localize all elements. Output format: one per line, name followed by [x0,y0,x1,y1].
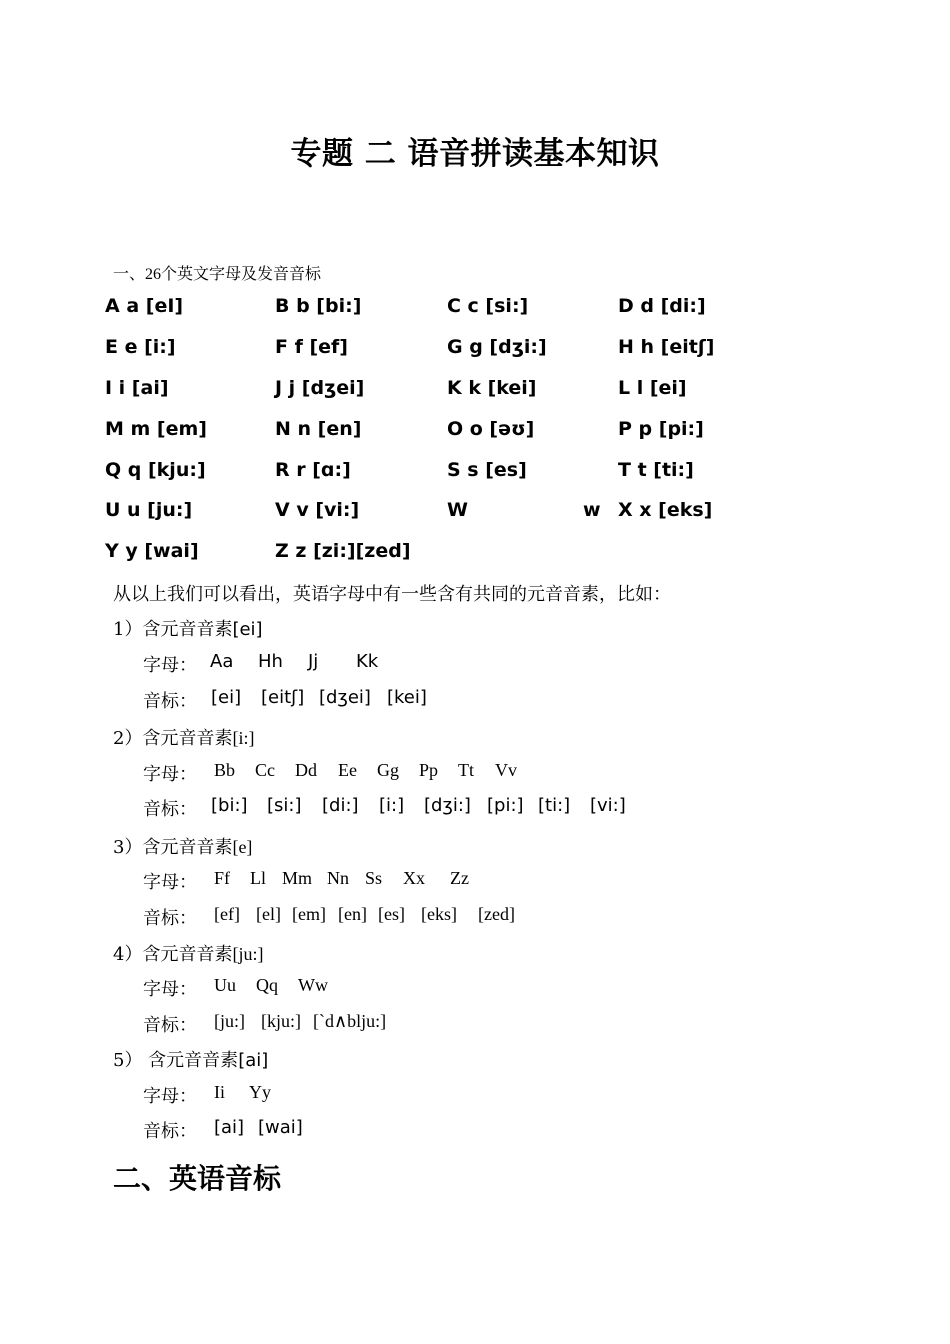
letter-item: Xx [403,868,425,888]
phonetic-item: [wai] [258,1117,303,1138]
alphabet-cell: H h [eitʃ] [618,336,715,358]
letter-item: Aa [210,651,234,672]
phonetic-item: [dʒi:] [424,795,471,816]
page-title: 专题 二 语音拼读基本知识 [290,136,660,172]
alphabet-cell: I i [ai] [105,377,169,399]
section2-heading: 二、英语音标 [113,1162,282,1195]
phonetic-item: [ai] [214,1117,245,1138]
letter-item: Ii [214,1082,225,1102]
phonetic-item: [dʒei] [319,687,371,708]
group-heading [113,615,263,641]
phonetic-item: [en] [338,904,367,924]
letters-label: 字母： [143,764,197,785]
group-heading-sound: [ei] [232,619,263,640]
alphabet-cell: M m [em] [105,418,207,440]
letter-item: Mm [282,868,313,888]
phonetic-item: [`d∧blju:] [313,1011,387,1031]
alphabet-cell: J j [dʒei] [275,377,365,399]
group-heading-prefix: 5） 含元音音素 [113,1050,239,1071]
letter-item: Ww [298,975,328,995]
group-heading [113,940,263,966]
phonetics-label: 音标： [143,908,197,929]
alphabet-cell: L l [ei] [618,377,687,399]
phonetic-item: [ju:] [214,1011,245,1031]
letters-label: 字母： [143,979,197,1000]
phonetic-item: [si:] [267,795,302,816]
letter-item: Bb [214,760,236,780]
group-heading-prefix: 4）含元音音素 [113,944,233,965]
letter-item: Ss [365,868,383,888]
alphabet-cell: D d [di:] [618,295,706,317]
letter-item: Dd [295,760,317,780]
letter-item: Hh [258,651,283,672]
alphabet-cell: C c [si:] [447,295,529,317]
phonetic-item: [eks] [421,904,457,924]
intro-paragraph: 从以上我们可以看出，英语字母中有一些含有共同的元音音素，比如： [113,584,671,605]
phonetics-label: 音标： [143,1015,197,1036]
alphabet-cell: X x [eks] [618,499,713,521]
alphabet-cell: N n [en] [275,418,362,440]
alphabet-cell: T t [ti:] [618,459,694,481]
group-heading-sound: [e] [232,837,253,857]
letter-item: Vv [495,760,517,780]
alphabet-cell: F f [ef] [275,336,348,358]
alphabet-cell: Z z [zi:][zed] [275,540,411,562]
alphabet-cell: E e [i:] [105,336,176,358]
letter-item: Kk [356,651,379,672]
alphabet-cell: W [447,499,468,521]
letter-item: Nn [327,868,349,888]
phonetic-item: [el] [256,904,281,924]
letters-label: 字母： [143,655,197,676]
phonetic-item: [pi:] [487,795,524,816]
phonetic-item: [es] [378,904,405,924]
alphabet-cell-w-lower: w [583,499,601,521]
phonetic-item: [kju:] [261,1011,301,1031]
phonetic-item: [zed] [478,904,515,924]
letter-item: Ff [214,868,231,888]
letter-item: Gg [377,760,399,780]
alphabet-cell: Q q [kju:] [105,459,206,481]
letter-item: Cc [255,760,275,780]
alphabet-cell: S s [es] [447,459,527,481]
letters-label: 字母： [143,872,197,893]
alphabet-cell: P p [pi:] [618,418,704,440]
alphabet-cell: R r [ɑ:] [275,459,351,481]
alphabet-cell: Y y [wai] [105,540,199,562]
letter-item: Ll [250,868,266,888]
alphabet-cell: A a [eI] [105,295,184,317]
phonetic-item: [ti:] [538,795,571,816]
phonetics-label: 音标： [143,799,197,820]
group-heading [113,724,254,750]
phonetics-label: 音标： [143,1121,197,1142]
group-heading-sound: [ai] [238,1050,269,1071]
letter-item: Ee [338,760,357,780]
group-heading [113,1046,268,1072]
phonetic-item: [bi:] [211,795,248,816]
group-heading-prefix: 3）含元音音素 [113,837,233,858]
phonetics-label: 音标： [143,691,197,712]
alphabet-cell: U u [ju:] [105,499,193,521]
phonetic-item: [em] [292,904,326,924]
alphabet-cell: O o [əʊ] [447,418,535,440]
group-heading-prefix: 1）含元音音素 [113,619,233,640]
section1-label: 一、26个英文字母及发音音标 [113,266,322,283]
alphabet-cell: V v [vi:] [275,499,360,521]
alphabet-cell: G g [dʒi:] [447,336,547,358]
phonetic-item: [di:] [322,795,359,816]
letter-item: Yy [249,1082,271,1102]
alphabet-cell: B b [bi:] [275,295,362,317]
letter-item: Pp [419,760,439,780]
letter-item: Tt [458,760,474,780]
phonetic-item: [eitʃ] [261,687,305,708]
group-heading-sound: [i:] [232,728,255,748]
alphabet-cell: K k [kei] [447,377,537,399]
letter-item: Jj [308,651,319,672]
group-heading-sound: [ju:] [232,944,264,964]
phonetic-item: [i:] [379,795,405,816]
phonetic-item: [ei] [211,687,242,708]
letter-item: Zz [450,868,469,888]
group-heading [113,833,252,859]
letters-label: 字母： [143,1086,197,1107]
letter-item: Qq [256,975,278,995]
group-heading-prefix: 2）含元音音素 [113,728,233,749]
phonetic-item: [ef] [214,904,240,924]
phonetic-item: [kei] [387,687,427,708]
letter-item: Uu [214,975,236,995]
phonetic-item: [vi:] [590,795,626,816]
